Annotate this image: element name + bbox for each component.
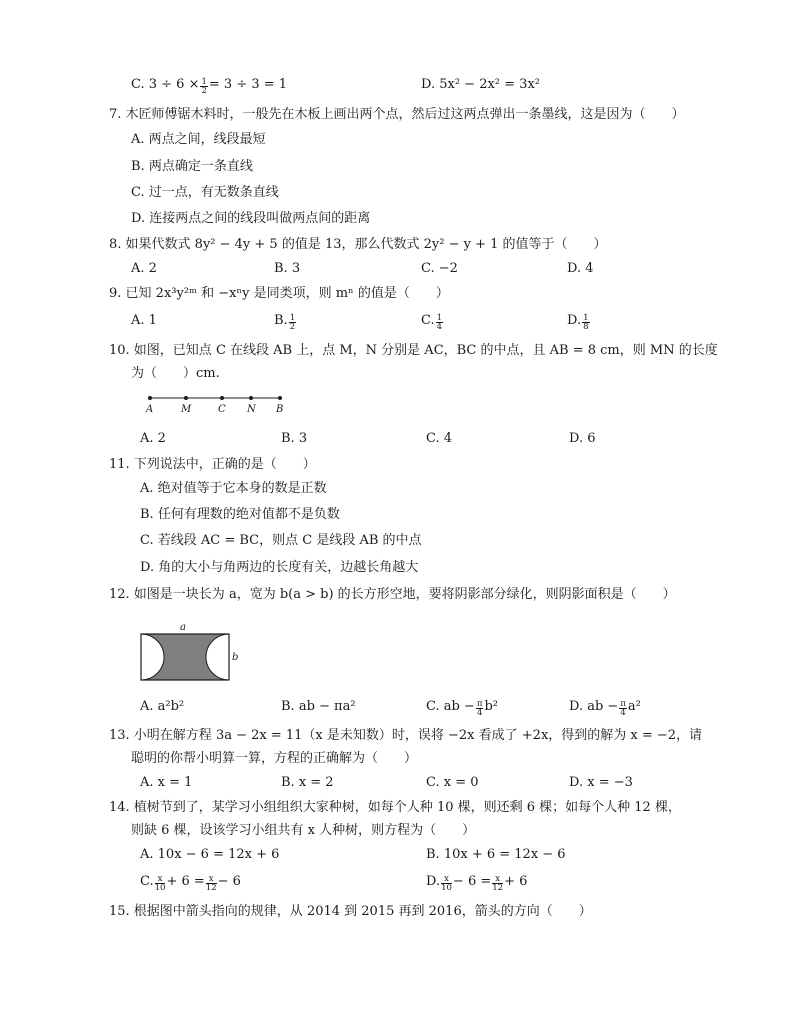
point-b-label: B xyxy=(276,404,284,415)
q11-option-b: B. 任何有理数的绝对值都不是负数 xyxy=(140,507,340,522)
q14-stem-line2: 则缺 6 棵，设该学习小组共有 x 人种树，则方程为（ ） xyxy=(131,823,476,838)
q12-rectangle-figure xyxy=(140,622,250,688)
q10-segment-figure xyxy=(140,388,300,416)
fraction: $\frac{1}{4}$ xyxy=(436,313,443,332)
q11-stem: 11. 下列说法中，正确的是（ ） xyxy=(109,457,316,472)
q11-option-c: C. 若线段 AC = BC，则点 C 是线段 AB 的中点 xyxy=(140,533,422,548)
q10-option-d: D. 6 xyxy=(569,431,596,446)
point-b-dot xyxy=(278,396,282,400)
q8-option-a: A. 2 xyxy=(131,261,157,276)
q13-option-d: D. x = −3 xyxy=(569,775,633,790)
q7-option-d: D. 连接两点之间的线段叫做两点间的距离 xyxy=(131,211,371,226)
fraction: $\frac{x}{10}$ xyxy=(154,874,166,893)
q12-option-b: B. ab − πa² xyxy=(281,699,356,714)
q12-option-c: C. ab − $\frac{\pi}{4}$ b² xyxy=(426,699,498,718)
point-c-dot xyxy=(220,396,224,400)
q11-option-d: D. 角的大小与角两边的长度有关，边越长角越大 xyxy=(140,560,419,575)
fraction: $\frac{\pi}{4}$ xyxy=(476,699,483,718)
q14-stem-line1: 14. 植树节到了，某学习小组组织大家种树，如每个人种 10 棵，则还剩 6 棵；如每个人种 12 棵， xyxy=(109,800,681,815)
q7-option-b: B. 两点确定一条直线 xyxy=(131,159,253,174)
q14-option-a: A. 10x − 6 = 12x + 6 xyxy=(140,847,280,862)
q10-option-b: B. 3 xyxy=(281,431,308,446)
point-n-label: N xyxy=(247,404,256,415)
q8-option-c: C. −2 xyxy=(421,261,458,276)
q9-option-c: C. $\frac{1}{4}$ xyxy=(421,313,443,332)
q7-option-a: A. 两点之间，线段最短 xyxy=(131,132,266,147)
q15-stem: 15. 根据图中箭头指向的规律，从 2014 到 2015 再到 2016，箭头的方向（ ） xyxy=(109,904,592,919)
q9-option-a: A. 1 xyxy=(131,313,157,328)
q13-option-a: A. x = 1 xyxy=(140,775,193,790)
q10-option-c: C. 4 xyxy=(426,431,453,446)
q9-stem: 9. 已知 2x³y²ᵐ 和 −xⁿy 是同类项，则 mⁿ 的值是（ ） xyxy=(109,286,449,301)
point-m-dot xyxy=(184,396,188,400)
point-a-dot xyxy=(148,396,152,400)
fraction: $\frac{1}{2}$ xyxy=(201,77,207,96)
q9-option-d: D. $\frac{1}{8}$ xyxy=(567,313,589,332)
q7-option-c: C. 过一点，有无数条直线 xyxy=(131,185,279,200)
q14-option-d: D. $\frac{x}{10}$ − 6 = $\frac{x}{12}$ + 6 xyxy=(426,874,528,893)
q11-option-a: A. 绝对值等于它本身的数是正数 xyxy=(140,481,327,496)
q13-option-c: C. x = 0 xyxy=(426,775,479,790)
q12-stem: 12. 如图是一块长为 a，宽为 b(a > b) 的长方形空地，要将阴影部分绿化，则阴影面积是（ ） xyxy=(109,587,676,602)
q12-option-a: A. a²b² xyxy=(140,699,185,714)
q6-option-c: C. 3 ÷ 6 × $\frac{1}{2}$ = 3 ÷ 3 = 1 xyxy=(131,77,288,96)
q8-stem: 8. 如果代数式 8y² − 4y + 5 的值是 13，那么代数式 2y² − y + 1 的值等于（ ） xyxy=(109,237,607,252)
q8-option-d: D. 4 xyxy=(567,261,594,276)
q13-stem-line2: 聪明的你帮小明算一算，方程的正确解为（ ） xyxy=(131,751,418,766)
fraction: $\frac{1}{2}$ xyxy=(289,313,296,332)
fraction: $\frac{\pi}{4}$ xyxy=(620,699,626,718)
fraction: $\frac{x}{10}$ xyxy=(441,874,452,893)
q10-option-a: A. 2 xyxy=(140,431,166,446)
point-a-label: A xyxy=(146,404,154,415)
label-b: b xyxy=(232,652,239,663)
q13-option-b: B. x = 2 xyxy=(281,775,334,790)
q9-option-b: B. $\frac{1}{2}$ xyxy=(274,313,296,332)
point-m-label: M xyxy=(181,404,192,415)
fraction: $\frac{x}{12}$ xyxy=(492,874,504,893)
q10-stem-line1: 10. 如图，已知点 C 在线段 AB 上，点 M，N 分别是 AC，BC 的中点，且 AB = 8 cm，则 MN 的长度 xyxy=(109,343,718,358)
point-c-label: C xyxy=(218,404,226,415)
q8-option-b: B. 3 xyxy=(274,261,301,276)
q10-stem-line2: 为（ ）cm. xyxy=(131,366,220,381)
q6-option-d: D. 5x² − 2x² = 3x² xyxy=(421,77,540,92)
q14-option-c: C. $\frac{x}{10}$ + 6 = $\frac{x}{12}$ − 6 xyxy=(140,874,241,893)
q13-stem-line1: 13. 小明在解方程 3a − 2x = 11（x 是未知数）时，误将 −2x 看成了 +2x，得到的解为 x = −2，请 xyxy=(109,728,703,743)
q14-option-b: B. 10x + 6 = 12x − 6 xyxy=(426,847,566,862)
fraction: $\frac{1}{8}$ xyxy=(583,313,589,332)
q7-stem: 7. 木匠师傅锯木料时，一般先在木板上画出两个点，然后过这两点弹出一条墨线，这是因为（ ） xyxy=(109,107,685,122)
point-n-dot xyxy=(249,396,253,400)
label-a: a xyxy=(180,622,186,633)
fraction: $\frac{x}{12}$ xyxy=(205,874,217,893)
q12-option-d: D. ab − $\frac{\pi}{4}$ a² xyxy=(569,699,641,718)
